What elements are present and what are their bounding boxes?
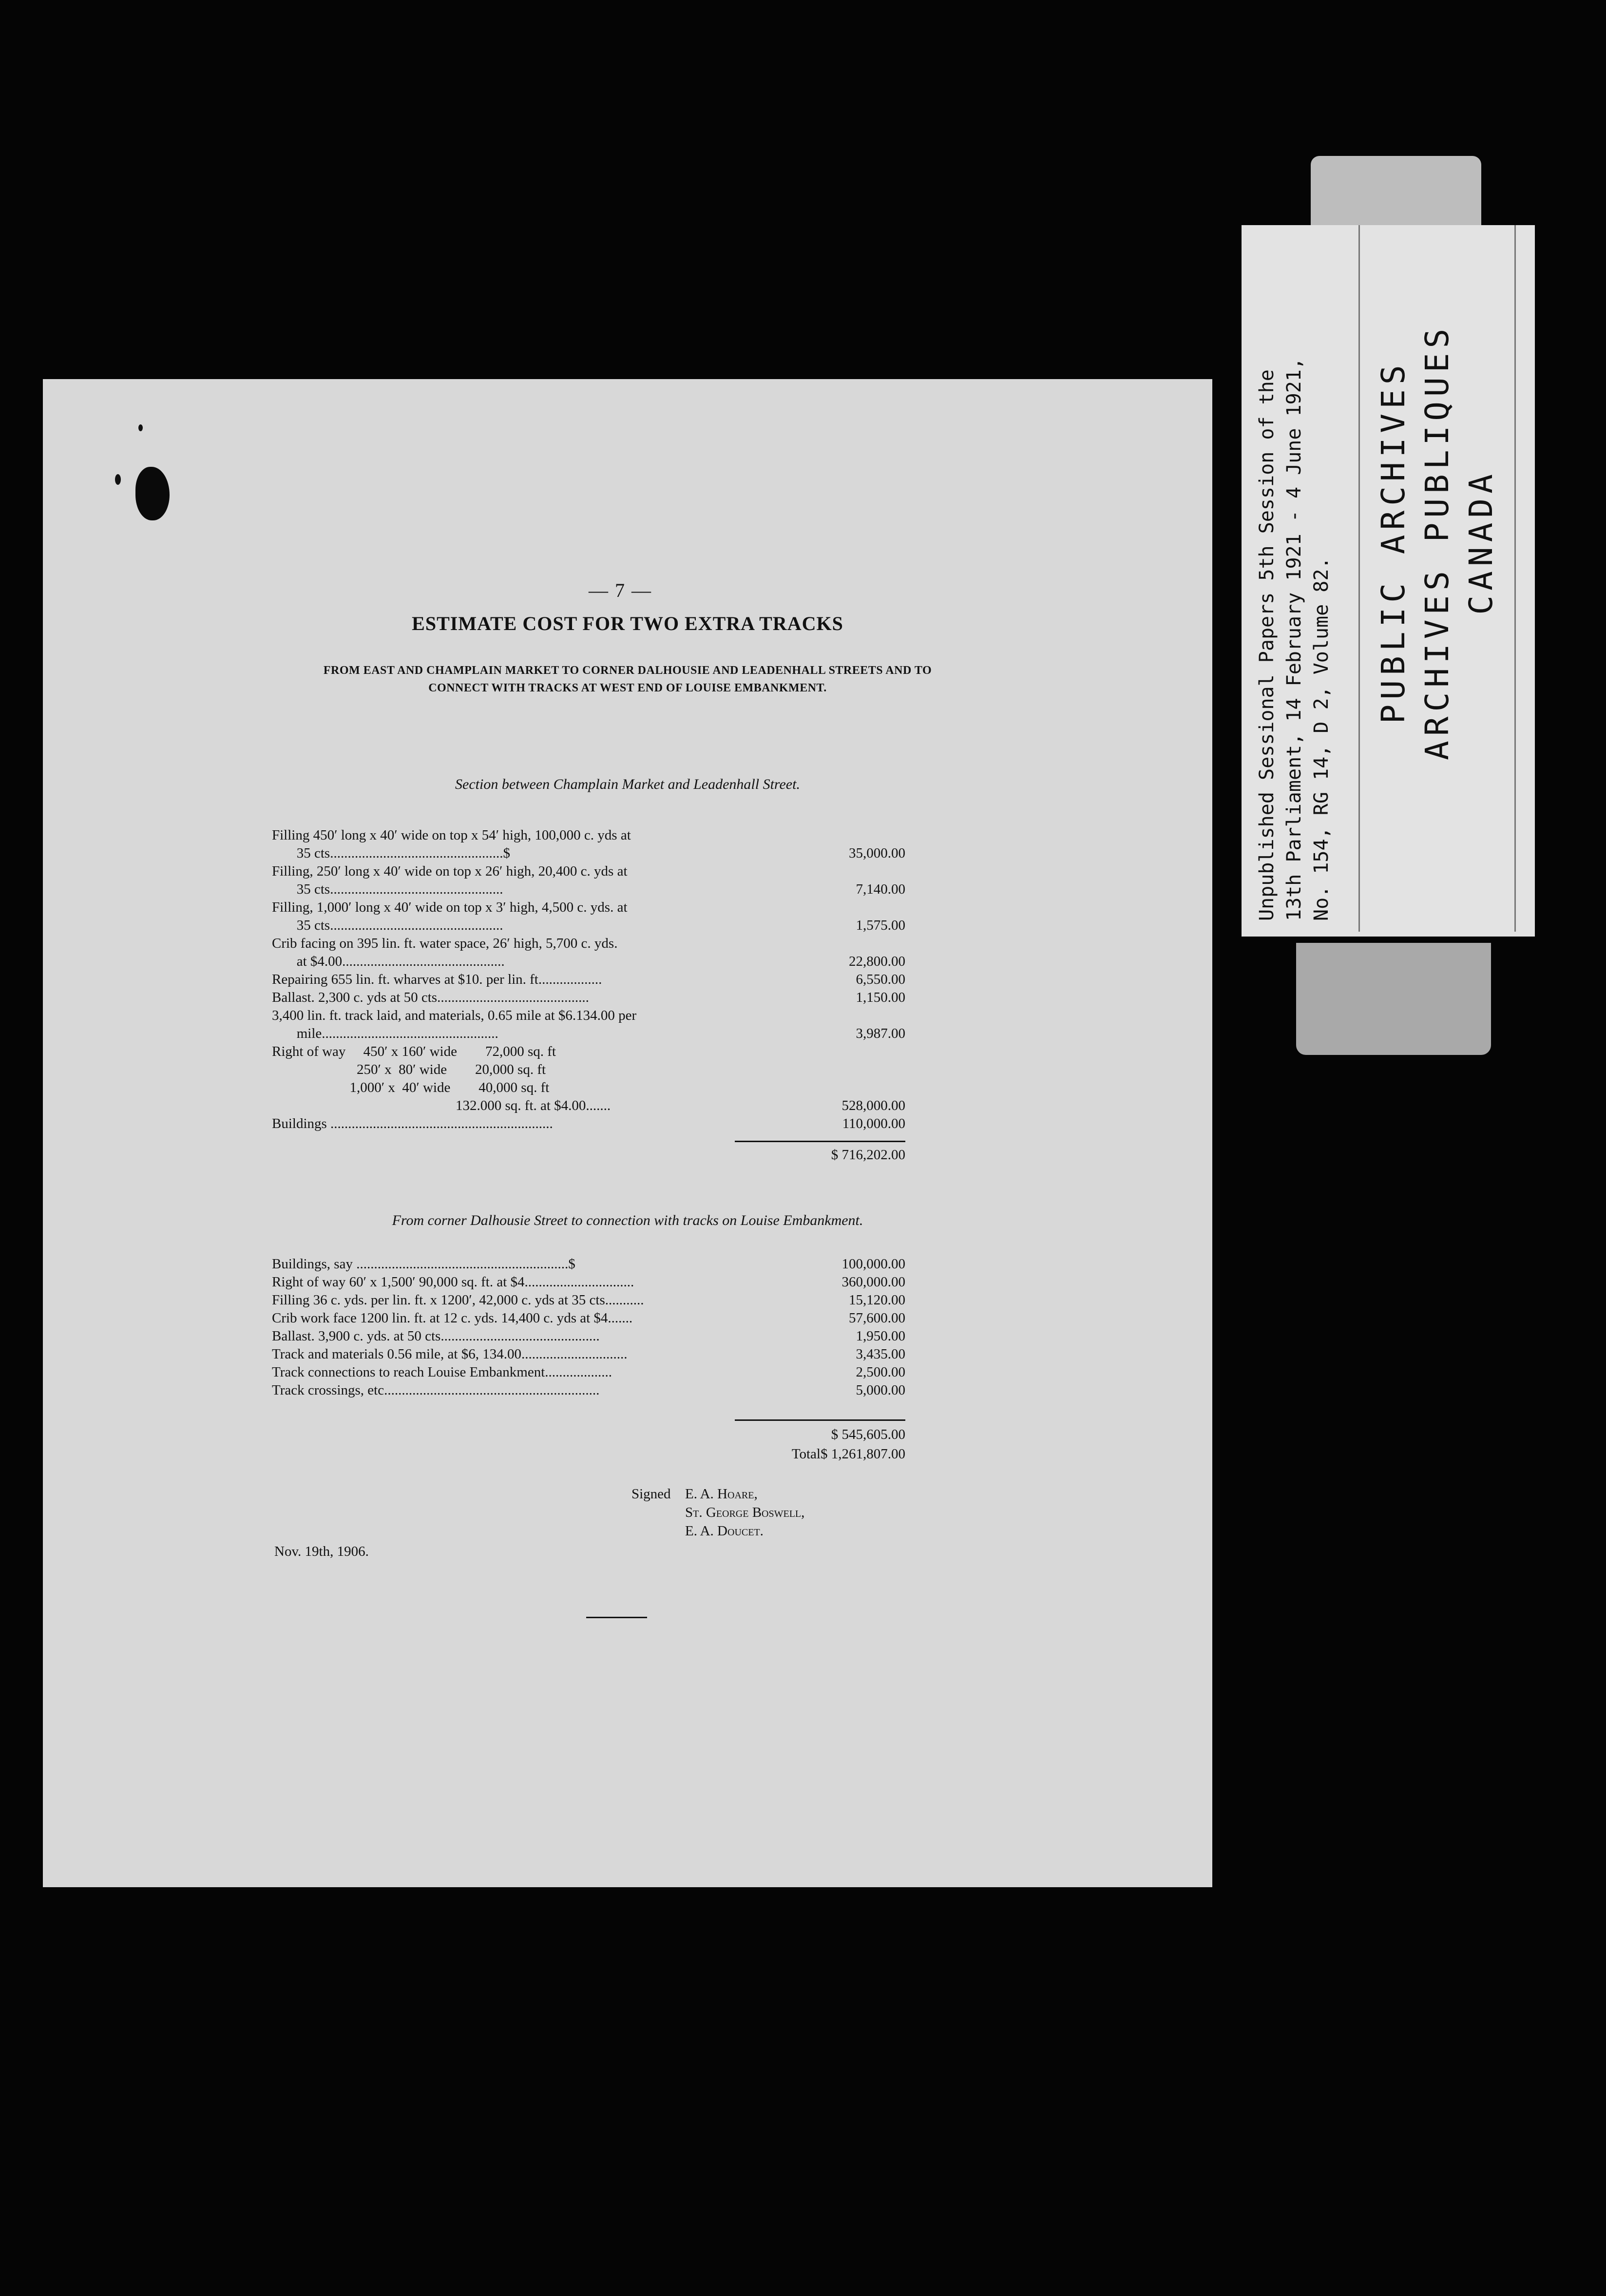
row-amount: 2,500.00 [856, 1364, 905, 1380]
table-row [272, 1098, 905, 1116]
row-amount: 35,000.00 [849, 845, 905, 861]
archive-label-text [1247, 234, 1540, 926]
signatory-name: E. A. Doucet. [685, 1523, 764, 1539]
row-description: Right of way 450′ x 160′ wide 72,000 sq. ft [272, 1044, 556, 1059]
page-subtitle [267, 662, 988, 697]
archive-stamp-line: ARCHIVES PUBLIQUES [1418, 324, 1456, 760]
row-amount: 1,150.00 [856, 990, 905, 1005]
cost-table-section-2 [272, 1256, 905, 1400]
row-amount: 1,950.00 [856, 1328, 905, 1344]
table-row [272, 881, 905, 899]
row-amount: 57,600.00 [849, 1310, 905, 1326]
table-row [272, 1026, 905, 1044]
table-row [272, 1346, 905, 1364]
row-description: Track connections to reach Louise Embankment................... [272, 1364, 612, 1380]
label-tab-bottom [1296, 943, 1491, 1055]
row-description: Ballast. 3,900 c. yds. at 50 cts............................................. [272, 1328, 600, 1344]
subtitle-line: CONNECT WITH TRACKS AT WEST END OF LOUISE EMBANKMENT. [428, 682, 827, 694]
row-amount: 1,575.00 [856, 918, 905, 933]
table-row [272, 1044, 905, 1062]
cost-table-section-1 [272, 827, 905, 1134]
section-subtotal: $ 545,605.00 [831, 1427, 905, 1442]
section-heading: From corner Dalhousie Street to connection with tracks on Louise Embankment. [392, 1212, 863, 1228]
signatory-name: E. A. Hoare, [685, 1486, 758, 1502]
row-amount: 7,140.00 [856, 881, 905, 897]
signed-label: Signed [631, 1486, 671, 1502]
row-amount: 22,800.00 [849, 954, 905, 969]
row-description: 35 cts................................................. [272, 918, 503, 933]
table-row [272, 936, 905, 954]
row-description: Buildings, say ............................................................$ [272, 1256, 575, 1272]
table-row [272, 1274, 905, 1292]
end-rule [586, 1617, 647, 1618]
row-description: 35 cts................................................. [272, 881, 503, 897]
table-row [272, 899, 905, 918]
row-description: Right of way 60′ x 1,500′ 90,000 sq. ft. at $4............................... [272, 1274, 634, 1290]
page-title: ESTIMATE COST FOR TWO EXTRA TRACKS [412, 612, 843, 634]
table-row [272, 1364, 905, 1382]
row-description: Crib facing on 395 lin. ft. water space, 26′ high, 5,700 c. yds. [272, 936, 618, 951]
table-row [272, 1062, 905, 1080]
grand-total: Total$ 1,261,807.00 [791, 1446, 905, 1462]
table-row [272, 1080, 905, 1098]
table-row [272, 1328, 905, 1346]
row-description: Filling, 1,000′ long x 40′ wide on top x 3′ high, 4,500 c. yds. at [272, 899, 628, 915]
table-row [272, 990, 905, 1008]
row-amount: 6,550.00 [856, 972, 905, 987]
document-date: Nov. 19th, 1906. [274, 1544, 369, 1559]
row-description: Filling 36 c. yds. per lin. ft. x 1200′, 42,000 c. yds at 35 cts........... [272, 1292, 644, 1308]
row-description: Ballast. 2,300 c. yds at 50 cts........................................... [272, 990, 589, 1005]
document-page [43, 379, 1212, 1887]
row-description: Filling, 250′ long x 40′ wide on top x 26′ high, 20,400 c. yds at [272, 863, 628, 879]
table-row [272, 1382, 905, 1400]
table-row [272, 1116, 905, 1134]
row-description: Track and materials 0.56 mile, at $6, 134.00.............................. [272, 1346, 628, 1362]
ink-spot [138, 424, 143, 431]
table-row [272, 827, 905, 845]
table-row [272, 972, 905, 990]
table-row [272, 1008, 905, 1026]
row-description: Filling 450′ long x 40′ wide on top x 54′ high, 100,000 c. yds at [272, 827, 631, 843]
row-description: 35 cts.................................................$ [272, 845, 510, 861]
ink-spot [115, 474, 121, 485]
row-amount: 360,000.00 [841, 1274, 905, 1290]
subtitle-line: FROM EAST AND CHAMPLAIN MARKET TO CORNER DALHOUSIE AND LEADENHALL STREETS AND TO [323, 664, 932, 677]
row-description: 250′ x 80′ wide 20,000 sq. ft [272, 1062, 546, 1077]
row-description: Buildings ............................................................... [272, 1116, 553, 1131]
row-amount: 5,000.00 [856, 1382, 905, 1398]
row-description: mile.................................................. [272, 1026, 498, 1041]
row-description: 1,000′ x 40′ wide 40,000 sq. ft [272, 1080, 550, 1095]
archive-stamp [1372, 324, 1503, 760]
row-amount: 15,120.00 [849, 1292, 905, 1308]
archive-info-line: 13th Parliament, 14 February 1921 - 4 June 1921, [1283, 358, 1305, 921]
row-description: Crib work face 1200 lin. ft. at 12 c. yds. 14,400 c. yds at $4....... [272, 1310, 633, 1326]
archive-info-line: No. 154, RG 14, D 2, Volume 82. [1310, 557, 1333, 921]
page-number: — 7 — [589, 579, 652, 601]
total-rule [735, 1141, 905, 1142]
table-row [272, 1256, 905, 1274]
row-amount: 100,000.00 [841, 1256, 905, 1272]
ink-blot [135, 467, 170, 520]
archive-stamp-line: PUBLIC ARCHIVES [1375, 360, 1412, 724]
row-amount: 3,435.00 [856, 1346, 905, 1362]
table-row [272, 918, 905, 936]
row-amount: 3,987.00 [856, 1026, 905, 1041]
row-amount: 528,000.00 [841, 1098, 905, 1113]
signatory-name: St. George Boswell, [685, 1505, 805, 1520]
section-total: $ 716,202.00 [831, 1147, 905, 1163]
row-description: Track crossings, etc............................................................. [272, 1382, 600, 1398]
archive-info [1253, 358, 1335, 921]
section-heading: Section between Champlain Market and Leadenhall Street. [455, 776, 800, 792]
label-tab-top [1311, 156, 1481, 229]
row-description: Repairing 655 lin. ft. wharves at $10. per lin. ft.................. [272, 972, 602, 987]
subtotal-rule [735, 1419, 905, 1421]
table-row [272, 1292, 905, 1310]
archive-info-line: Unpublished Sessional Papers 5th Session of the [1256, 369, 1278, 921]
row-description: at $4.00.............................................. [272, 954, 505, 969]
row-description: 3,400 lin. ft. track laid, and materials, 0.65 mile at $6.134.00 per [272, 1008, 637, 1023]
archive-stamp-line: CANADA [1462, 469, 1500, 615]
row-amount: 110,000.00 [842, 1116, 905, 1131]
table-row [272, 954, 905, 972]
table-row [272, 1310, 905, 1328]
row-description: 132.000 sq. ft. at $4.00....... [272, 1098, 611, 1113]
table-row [272, 863, 905, 881]
table-row [272, 845, 905, 863]
